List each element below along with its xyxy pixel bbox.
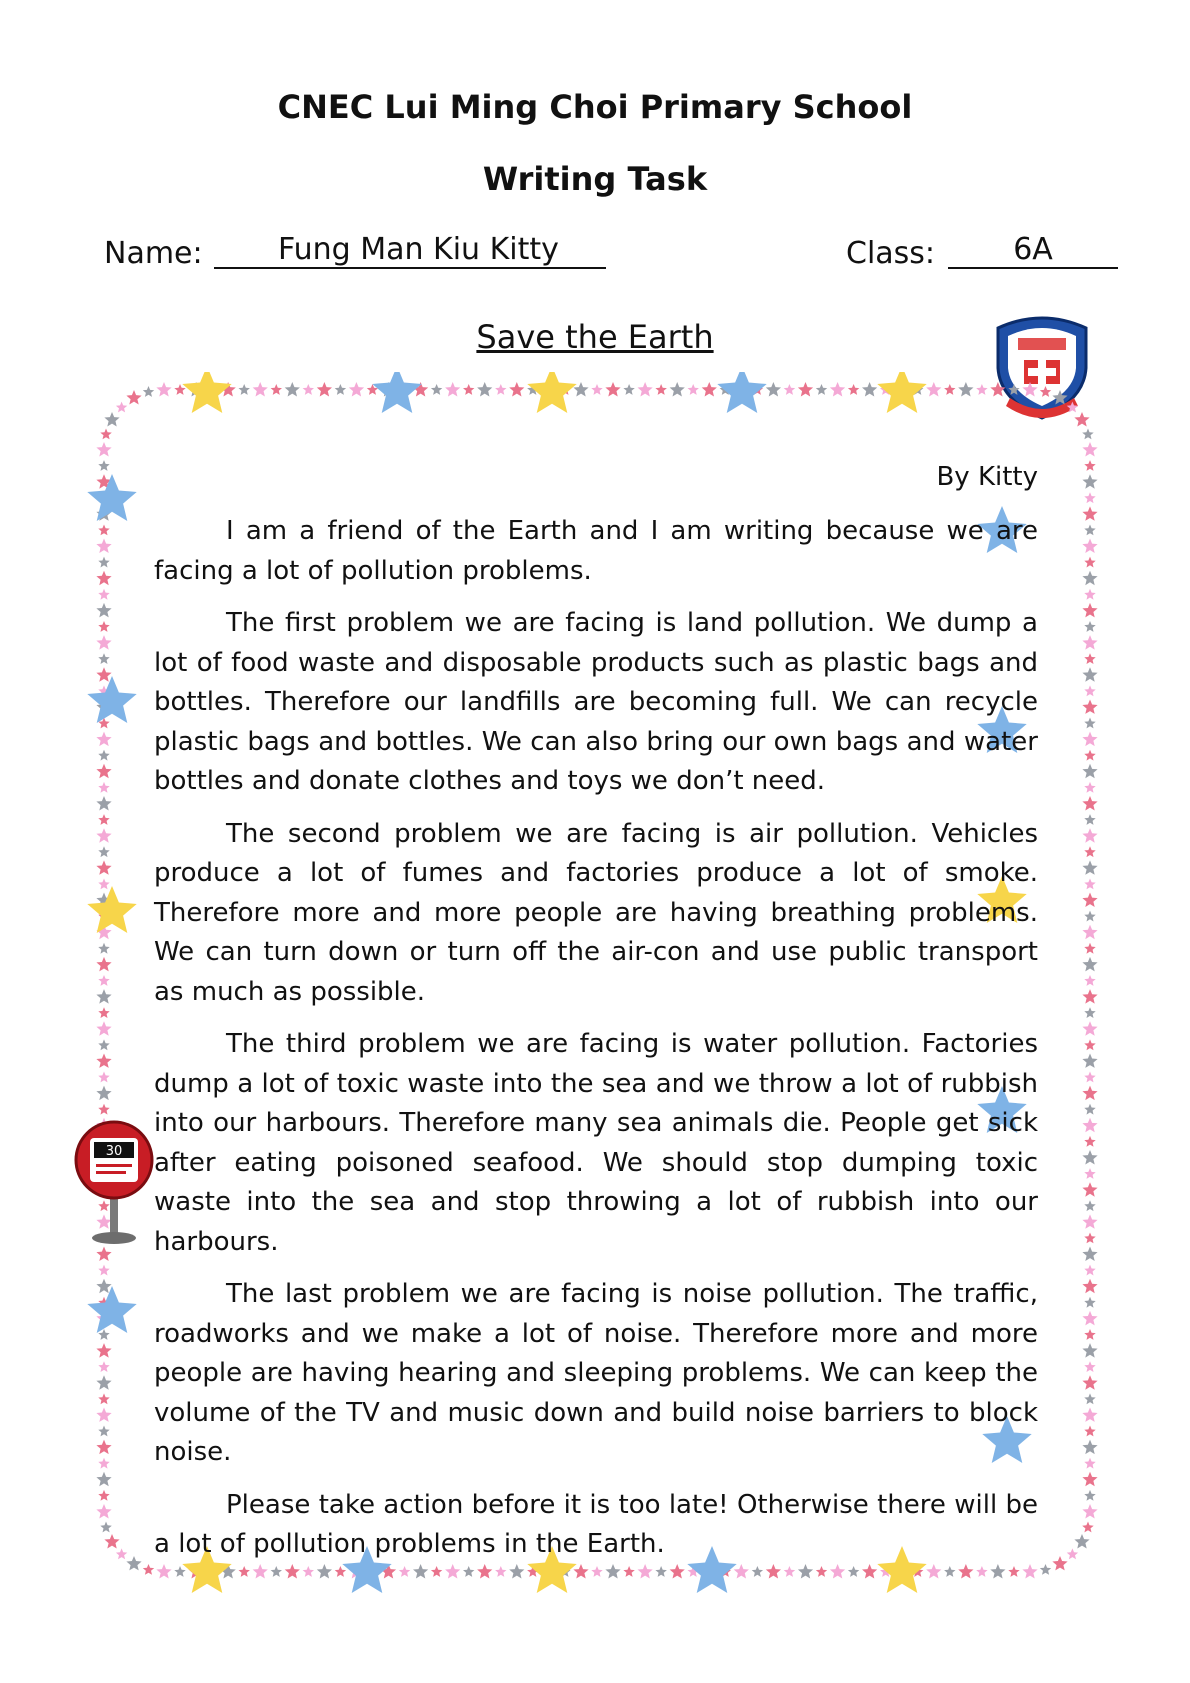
small-star-icon xyxy=(509,382,524,397)
small-star-icon xyxy=(96,989,111,1004)
small-star-icon xyxy=(285,382,300,397)
small-star-icon xyxy=(253,382,268,397)
small-star-icon xyxy=(1084,846,1095,857)
essay-body xyxy=(154,512,1038,1578)
small-star-icon xyxy=(605,382,620,397)
paragraph-1: I am a friend of the Earth and I am writing because we are facing a lot of pollution problems. xyxy=(154,516,1038,586)
small-star-icon xyxy=(1082,764,1097,779)
small-star-icon xyxy=(862,382,877,397)
small-star-icon xyxy=(96,635,111,650)
small-star-icon xyxy=(1082,828,1097,843)
small-star-icon xyxy=(98,1490,109,1501)
small-star-icon xyxy=(303,384,314,395)
small-star-icon xyxy=(1082,1214,1097,1228)
small-star-icon xyxy=(766,382,781,397)
small-star-icon xyxy=(1084,685,1095,696)
small-star-icon xyxy=(431,384,442,395)
small-star-icon xyxy=(445,382,460,397)
small-star-icon xyxy=(317,382,332,397)
small-star-icon xyxy=(1082,474,1097,489)
small-star-icon xyxy=(1082,506,1097,520)
small-star-icon xyxy=(1084,653,1095,664)
small-star-icon xyxy=(976,384,987,395)
small-star-icon xyxy=(702,382,717,397)
small-star-icon xyxy=(96,1279,111,1294)
small-star-icon xyxy=(1008,384,1019,395)
small-star-icon xyxy=(98,1458,109,1469)
small-star-icon xyxy=(96,732,111,747)
small-star-icon xyxy=(143,386,154,397)
small-star-icon xyxy=(1084,750,1095,761)
small-star-icon xyxy=(1082,1118,1097,1133)
small-star-icon xyxy=(96,860,111,874)
small-star-icon xyxy=(1082,539,1097,554)
small-star-icon xyxy=(1040,1564,1051,1575)
small-star-icon xyxy=(495,384,506,395)
small-star-icon xyxy=(1084,492,1095,503)
small-star-icon xyxy=(98,750,109,761)
small-star-icon xyxy=(1052,390,1067,405)
bus-stop-number: 30 xyxy=(105,1144,123,1159)
small-star-icon xyxy=(98,814,109,825)
small-star-icon xyxy=(463,384,474,395)
small-star-icon xyxy=(174,384,185,395)
small-star-icon xyxy=(96,957,111,972)
small-star-icon xyxy=(335,384,346,395)
small-star-icon xyxy=(96,442,111,457)
small-star-icon xyxy=(98,782,109,793)
small-star-icon xyxy=(239,384,250,395)
small-star-icon xyxy=(98,943,109,954)
small-star-icon xyxy=(96,764,111,779)
small-star-icon xyxy=(1082,1247,1097,1262)
small-star-icon xyxy=(798,382,813,397)
small-star-icon xyxy=(1082,796,1097,811)
small-star-icon xyxy=(1084,1490,1095,1501)
small-star-icon xyxy=(1040,386,1051,397)
small-star-icon xyxy=(1082,1375,1097,1389)
small-star-icon xyxy=(1084,1007,1095,1018)
small-star-icon xyxy=(96,603,111,618)
small-star-icon xyxy=(848,384,859,395)
small-star-icon xyxy=(98,1007,109,1018)
small-star-icon xyxy=(1082,1054,1097,1068)
small-star-icon xyxy=(816,384,827,395)
class-field: 6A xyxy=(948,232,1118,269)
small-star-icon xyxy=(96,1054,111,1068)
small-star-icon xyxy=(349,382,364,397)
small-star-icon xyxy=(1084,1200,1095,1211)
small-star-icon xyxy=(958,382,973,397)
small-star-icon xyxy=(1082,700,1097,714)
small-star-icon xyxy=(1082,429,1094,440)
small-star-icon xyxy=(1052,1556,1067,1570)
small-star-icon xyxy=(1082,1408,1097,1422)
star-icon xyxy=(87,886,136,933)
paragraph-6: Please take action before it is too late! Otherwise there will be a lot of pollution problems in the Earth. xyxy=(154,1489,1038,1559)
small-star-icon xyxy=(104,1534,119,1549)
small-star-icon xyxy=(271,384,282,395)
small-star-icon xyxy=(655,384,667,395)
small-star-icon xyxy=(1084,1136,1095,1147)
small-star-icon xyxy=(1082,571,1097,586)
small-star-icon xyxy=(1082,1522,1094,1533)
small-star-icon xyxy=(98,846,109,857)
small-star-icon xyxy=(1084,1361,1095,1372)
small-star-icon xyxy=(1082,1440,1097,1455)
small-star-icon xyxy=(1074,412,1089,427)
small-star-icon xyxy=(1082,1343,1097,1358)
paragraph-5: The last problem we are facing is noise pollution. The traffic, roadworks and we make a lot of noise. Therefore more and more people are having hearing and sleeping problems. We can keep the volume of the TV and music down and build noise barriers to block noise. xyxy=(154,1279,1038,1467)
small-star-icon xyxy=(1082,989,1097,1004)
small-star-icon xyxy=(1084,1297,1095,1308)
small-star-icon xyxy=(1074,1534,1089,1549)
small-star-icon xyxy=(1082,635,1097,650)
small-star-icon xyxy=(1084,975,1095,986)
small-star-icon xyxy=(1082,732,1097,747)
small-star-icon xyxy=(98,1072,109,1083)
small-star-icon xyxy=(1084,1393,1095,1404)
small-star-icon xyxy=(784,384,796,395)
small-star-icon xyxy=(116,1548,127,1559)
small-star-icon xyxy=(1082,1279,1097,1294)
small-star-icon xyxy=(143,1564,154,1575)
small-star-icon xyxy=(1084,1265,1095,1276)
star-icon xyxy=(182,372,231,413)
small-star-icon xyxy=(1022,382,1037,397)
paragraph-4: The third problem we are facing is water pollution. Factories dump a lot of toxic waste into the sea and we throw a lot of rubbish into our harbours. Therefore many sea animals die. People get sick after eating poisoned seafood. We should stop dumping toxic waste into the sea and stop throwing a lot of rubbish into our harbours. xyxy=(154,1029,1038,1257)
small-star-icon xyxy=(1082,1311,1097,1326)
small-star-icon xyxy=(116,402,127,413)
small-star-icon xyxy=(98,557,109,568)
small-star-icon xyxy=(1084,525,1095,536)
small-star-icon xyxy=(1084,1233,1095,1244)
small-star-icon xyxy=(96,1247,111,1262)
small-star-icon xyxy=(96,1472,111,1487)
task-title: Writing Task xyxy=(482,160,708,198)
small-star-icon xyxy=(1082,1504,1097,1519)
small-star-icon xyxy=(1082,667,1097,681)
small-star-icon xyxy=(1084,911,1095,922)
small-star-icon xyxy=(98,621,109,632)
small-star-icon xyxy=(96,539,111,554)
small-star-icon xyxy=(1084,1426,1095,1437)
small-star-icon xyxy=(104,412,119,427)
small-star-icon xyxy=(98,525,109,536)
small-star-icon xyxy=(98,1039,109,1050)
small-star-icon xyxy=(100,429,112,440)
small-star-icon xyxy=(1084,718,1095,729)
paragraph-2: The first problem we are facing is land pollution. We dump a lot of food waste and disposable products such as plastic bags and bottles. Therefore our landfills are becoming full. We can recycle plastic bags and bottles. We can also bring our own bags and water bottles and donate clothes and toys we don’t need. xyxy=(154,608,1038,796)
small-star-icon xyxy=(1084,879,1095,890)
small-star-icon xyxy=(1082,1150,1097,1165)
school-title: CNEC Lui Ming Choi Primary School xyxy=(277,88,913,126)
small-star-icon xyxy=(1084,1072,1095,1083)
small-star-icon xyxy=(1067,402,1078,413)
small-star-icon xyxy=(1082,1021,1097,1035)
small-star-icon xyxy=(670,382,685,397)
small-star-icon xyxy=(98,460,109,471)
small-star-icon xyxy=(1067,1548,1078,1559)
small-star-icon xyxy=(96,1408,111,1422)
small-star-icon xyxy=(1084,621,1095,632)
small-star-icon xyxy=(1082,442,1097,457)
small-star-icon xyxy=(1082,860,1097,874)
small-star-icon xyxy=(96,1343,111,1358)
small-star-icon xyxy=(638,382,653,397)
small-star-icon xyxy=(1084,814,1095,825)
small-star-icon xyxy=(830,382,845,397)
small-star-icon xyxy=(1084,460,1095,471)
small-star-icon xyxy=(98,1361,109,1372)
small-star-icon xyxy=(98,975,109,986)
small-star-icon xyxy=(1084,1104,1095,1115)
small-star-icon xyxy=(96,1504,111,1519)
small-star-icon xyxy=(98,1104,109,1115)
small-star-icon xyxy=(926,382,941,397)
small-star-icon xyxy=(98,1265,109,1276)
small-star-icon xyxy=(990,382,1005,397)
small-star-icon xyxy=(1084,1168,1095,1179)
small-star-icon xyxy=(96,1375,111,1389)
small-star-icon xyxy=(96,796,111,811)
small-star-icon xyxy=(96,1440,111,1455)
name-field: Fung Man Kiu Kitty xyxy=(214,232,606,269)
small-star-icon xyxy=(96,1086,111,1101)
small-star-icon xyxy=(96,1021,111,1035)
small-star-icon xyxy=(1084,1039,1095,1050)
star-icon xyxy=(87,676,136,723)
star-icon xyxy=(87,1286,136,1333)
small-star-icon xyxy=(1082,1472,1097,1487)
star-icon xyxy=(372,372,421,413)
class-label: Class: xyxy=(846,236,936,271)
small-star-icon xyxy=(1082,603,1097,618)
small-star-icon xyxy=(1084,943,1095,954)
small-star-icon xyxy=(98,589,109,600)
small-star-icon xyxy=(96,571,111,586)
small-star-icon xyxy=(1084,1329,1095,1340)
small-star-icon xyxy=(126,1556,141,1570)
name-label: Name: xyxy=(104,236,203,271)
small-star-icon xyxy=(944,384,955,395)
small-star-icon xyxy=(98,653,109,664)
byline: By Kitty xyxy=(936,462,1038,492)
small-star-icon xyxy=(96,828,111,843)
essay-title: Save the Earth xyxy=(476,318,714,356)
small-star-icon xyxy=(156,382,171,397)
small-star-icon xyxy=(96,667,111,681)
small-star-icon xyxy=(1084,589,1095,600)
paragraph-3: The second problem we are facing is air pollution. Vehicles produce a lot of fumes and factories produce a lot of smoke. Therefore more and more people are having breathing problems. We can turn down or turn off the air-con and use public transport as much as possible. xyxy=(154,818,1038,1007)
small-star-icon xyxy=(1082,957,1097,972)
small-star-icon xyxy=(98,879,109,890)
small-star-icon xyxy=(98,1393,109,1404)
small-star-icon xyxy=(477,382,492,397)
small-star-icon xyxy=(623,384,634,395)
small-star-icon xyxy=(591,384,602,395)
small-star-icon xyxy=(1082,925,1097,940)
small-star-icon xyxy=(688,384,699,395)
star-icon xyxy=(87,474,136,521)
small-star-icon xyxy=(98,1426,109,1437)
small-star-icon xyxy=(1082,1086,1097,1101)
bus-stop-sign-icon xyxy=(70,1114,160,1246)
small-star-icon xyxy=(1084,1458,1095,1469)
small-star-icon xyxy=(1084,782,1095,793)
small-star-icon xyxy=(1082,1182,1097,1197)
small-star-icon xyxy=(126,390,141,405)
small-star-icon xyxy=(1082,893,1097,908)
small-star-icon xyxy=(100,1522,112,1533)
small-star-icon xyxy=(1084,557,1095,568)
